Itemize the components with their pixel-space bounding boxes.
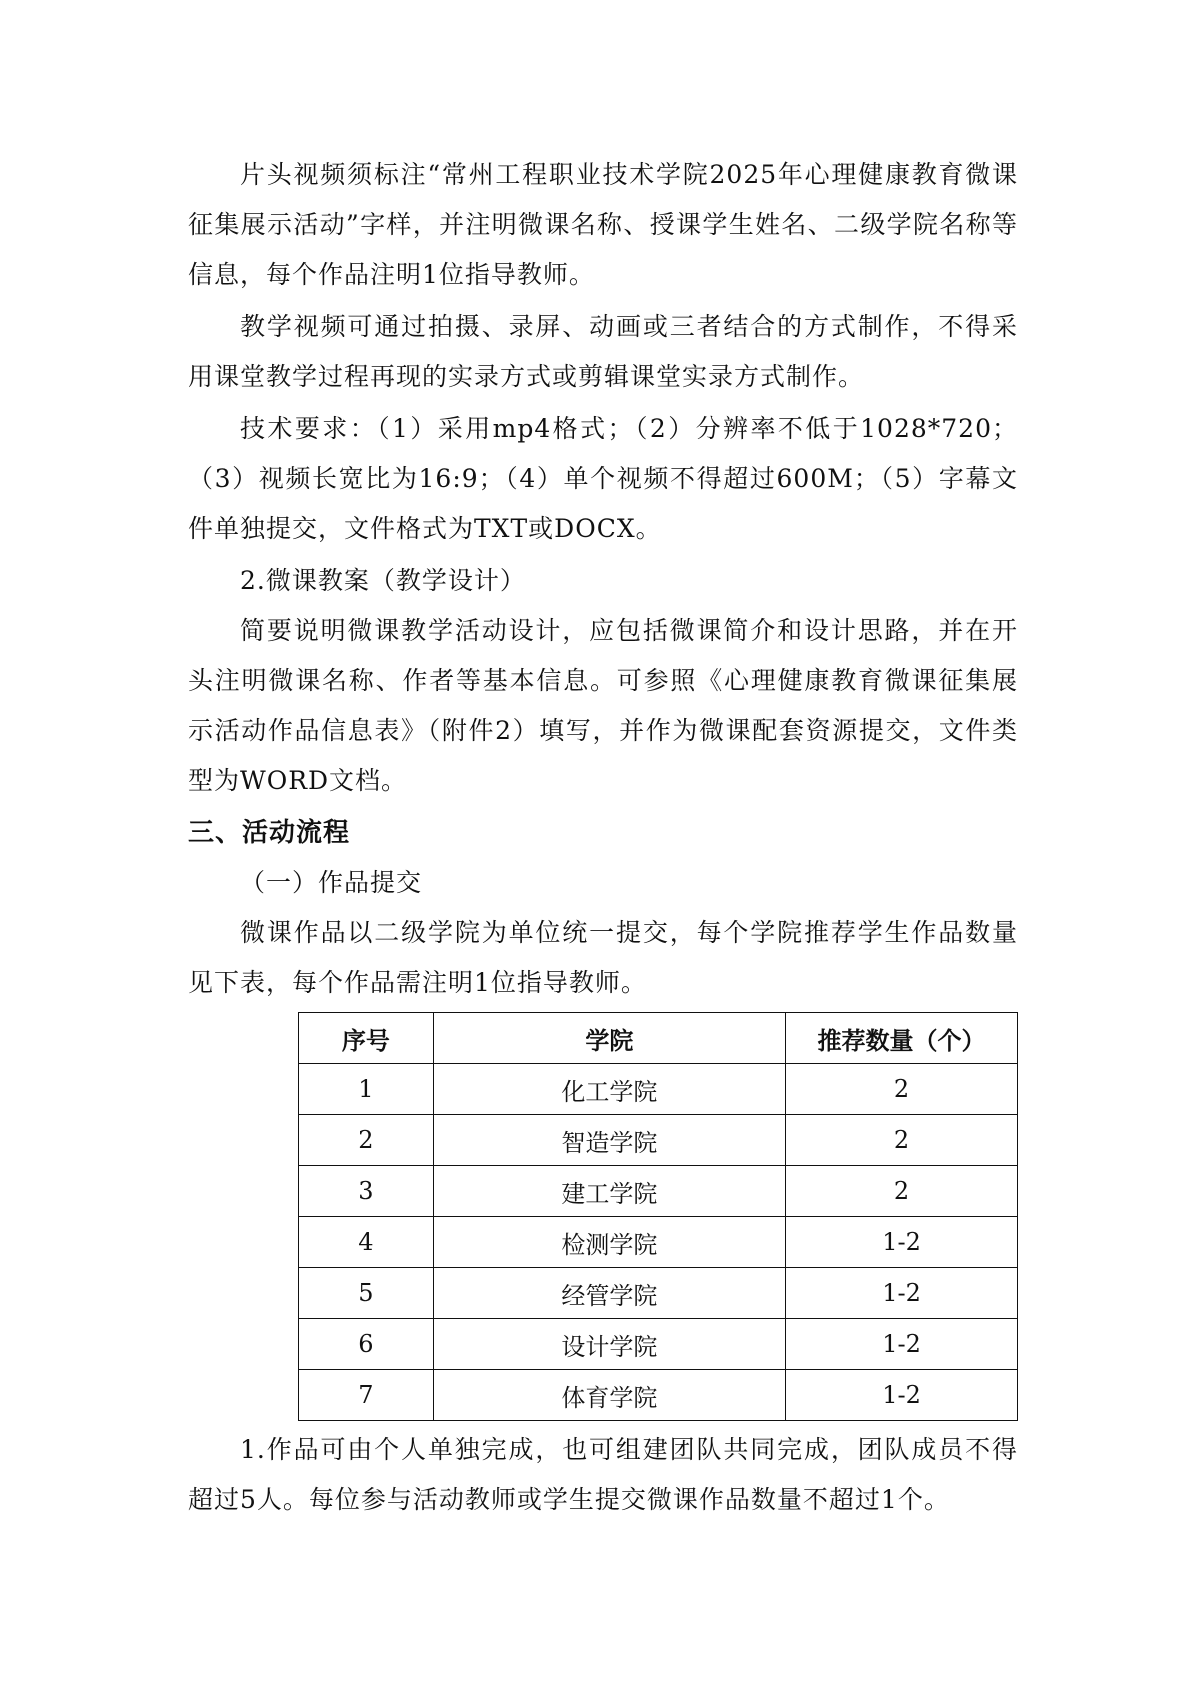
cell-index: 7 — [299, 1370, 434, 1421]
college-quota-table — [298, 1012, 1018, 1421]
cell-quota: 1-2 — [786, 1319, 1018, 1370]
paragraph-video-production-method: 教学视频可通过拍摄、录屏、动画或三者结合的方式制作，不得采用课堂教学过程再现的实录方式或剪辑课堂实录方式制作。 — [188, 312, 1018, 391]
header-quota: 推荐数量（个） — [786, 1013, 1018, 1064]
cell-quota: 1-2 — [786, 1370, 1018, 1421]
table-row — [299, 1319, 1018, 1370]
cell-quota: 2 — [786, 1166, 1018, 1217]
table-row — [299, 1166, 1018, 1217]
cell-index: 2 — [299, 1115, 434, 1166]
cell-index: 1 — [299, 1064, 434, 1115]
subsection-1-heading: （一）作品提交 — [240, 868, 423, 897]
header-college: 学院 — [433, 1013, 785, 1064]
paragraph-technical-requirements: 技术要求：（1）采用mp4格式；（2）分辨率不低于1028*720；（3）视频长宽比为16:9；（4）单个视频不得超过600M；（5）字幕文件单独提交，文件格式为TXT或DOCX。 — [188, 414, 1018, 543]
cell-college: 体育学院 — [433, 1370, 785, 1421]
cell-college: 检测学院 — [433, 1217, 785, 1268]
document-body — [188, 150, 1018, 1527]
cell-index: 5 — [299, 1268, 434, 1319]
item-2-body: 简要说明微课教学活动设计，应包括微课简介和设计思路，并在开头注明微课名称、作者等基本信息。可参照《心理健康教育微课征集展示活动作品信息表》（附件2）填写，并作为微课配套资源提交，文件类型为WORD文档。 — [188, 616, 1018, 795]
cell-college: 经管学院 — [433, 1268, 785, 1319]
note-1-team-rules: 1.作品可由个人单独完成，也可组建团队共同完成，团队成员不得超过5人。每位参与活动教师或学生提交微课作品数量不超过1个。 — [188, 1435, 1018, 1514]
cell-quota: 1-2 — [786, 1217, 1018, 1268]
item-2-title: 2.微课教案（教学设计） — [240, 566, 526, 595]
cell-college: 智造学院 — [433, 1115, 785, 1166]
cell-quota: 2 — [786, 1064, 1018, 1115]
paragraph-video-title-requirement: 片头视频须标注“常州工程职业技术学院2025年心理健康教育微课征集展示活动”字样，并注明微课名称、授课学生姓名、二级学院名称等信息，每个作品注明1位指导教师。 — [188, 160, 1018, 289]
table-row — [299, 1064, 1018, 1115]
cell-quota: 1-2 — [786, 1268, 1018, 1319]
cell-index: 3 — [299, 1166, 434, 1217]
cell-college: 建工学院 — [433, 1166, 785, 1217]
table-row — [299, 1268, 1018, 1319]
table-row — [299, 1115, 1018, 1166]
cell-college: 化工学院 — [433, 1064, 785, 1115]
header-index: 序号 — [299, 1013, 434, 1064]
cell-college: 设计学院 — [433, 1319, 785, 1370]
table-header-row — [299, 1013, 1018, 1064]
table-row — [299, 1217, 1018, 1268]
submission-intro: 微课作品以二级学院为单位统一提交，每个学院推荐学生作品数量见下表，每个作品需注明1位指导教师。 — [188, 918, 1018, 997]
table-row — [299, 1370, 1018, 1421]
cell-index: 6 — [299, 1319, 434, 1370]
section-3-heading: 三、活动流程 — [188, 818, 351, 848]
cell-quota: 2 — [786, 1115, 1018, 1166]
cell-index: 4 — [299, 1217, 434, 1268]
